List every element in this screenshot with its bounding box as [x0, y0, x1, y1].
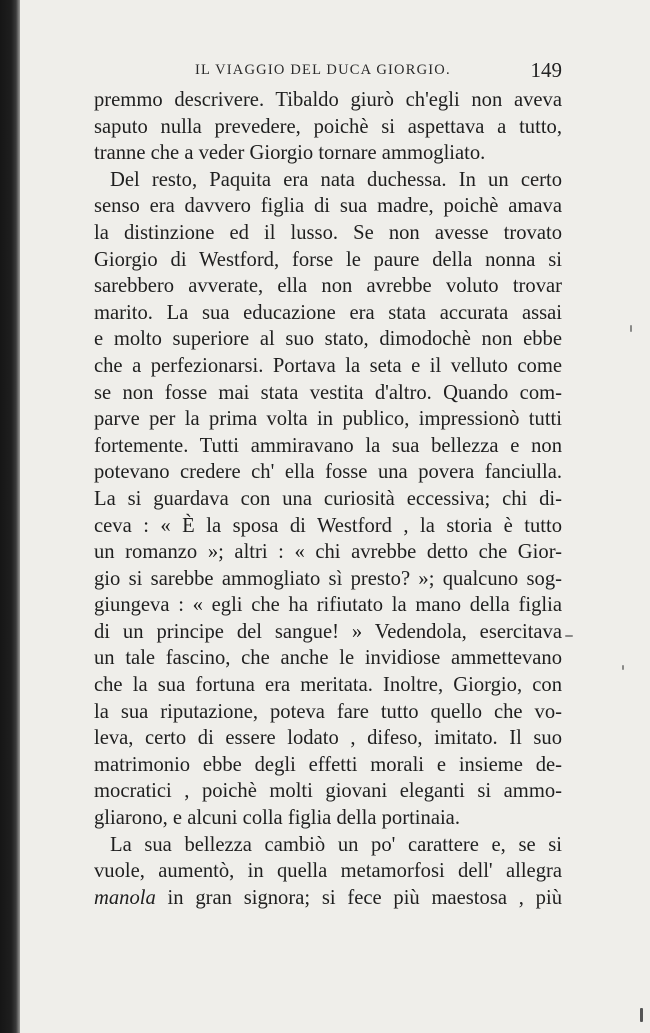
- text-line: se non fosse mai stata vestita d'altro. Quando com-: [94, 381, 562, 404]
- text-line: e molto superiore al suo stato, dimodochè non ebbe: [94, 328, 562, 351]
- paper-speck: [640, 1008, 643, 1022]
- book-page: [20, 0, 650, 1033]
- paper-speck: [630, 325, 632, 332]
- paragraph-first-line: Del resto, Paquita era nata duchessa. In un certo: [110, 168, 562, 191]
- text-line: premmo descrivere. Tibaldo giurò ch'egli non aveva: [94, 89, 562, 111]
- text-line: un tale fascino, che anche le invidiose ammettevano: [94, 647, 562, 670]
- text-line: gliarono, e alcuni colla figlia della portinaia.: [94, 807, 460, 830]
- text-line: saputo nulla prevedere, poichè si aspettava a tutto,: [94, 115, 562, 138]
- text-line: che la sua fortuna era meritata. Inoltre, Giorgio, con: [94, 674, 562, 697]
- text-line: La si guardava con una curiosità eccessiva; chi di-: [94, 487, 562, 510]
- text-line: la distinzione ed il lusso. Se non avesse trovato: [94, 221, 562, 244]
- text-line: la sua riputazione, poteva fare tutto quello che vo-: [94, 700, 562, 723]
- page-header: [195, 60, 565, 84]
- text-line-rest: in gran signora; si fece più maestosa , più: [155, 886, 562, 909]
- text-line: Giorgio di Westford, forse le paure della nonna si: [94, 248, 562, 271]
- text-line: di un principe del sangue! » Vedendola, esercitava: [94, 620, 562, 643]
- text-line: fortemente. Tutti ammiravano la sua bellezza e non: [94, 434, 562, 457]
- text-line: marito. La sua educazione era stata accurata assai: [94, 301, 562, 324]
- text-line: vuole, aumentò, in quella metamorfosi dell' allegra: [94, 860, 562, 883]
- italic-word: manola: [94, 886, 156, 909]
- running-title: IL VIAGGIO DEL DUCA GIORGIO.: [195, 62, 451, 78]
- text-line: parve per la prima volta in publico, impressionò tutti: [94, 408, 562, 431]
- page-number: 149: [530, 58, 562, 82]
- text-line: mocratici , poichè molti giovani eleganti si ammo-: [94, 780, 562, 803]
- text-line: giungeva : « egli che ha rifiutato la mano della figlia: [94, 594, 562, 617]
- paragraph-first-line: La sua bellezza cambiò un po' carattere e, se si: [110, 833, 562, 856]
- text-line: senso era davvero figlia di sua madre, poichè amava: [94, 195, 562, 218]
- text-line: un romanzo »; altri : « chi avrebbe detto che Gior-: [94, 541, 562, 564]
- paper-speck: [622, 665, 624, 670]
- text-line: potevano credere ch' ella fosse una povera fanciulla.: [94, 461, 562, 484]
- body-text: [94, 87, 562, 911]
- text-line: tranne che a veder Giorgio tornare ammogliato.: [94, 142, 486, 165]
- text-line: leva, certo di essere lodato , difeso, imitato. Il suo: [94, 727, 562, 750]
- text-line: [94, 885, 562, 912]
- text-line: gio si sarebbe ammogliato sì presto? »; qualcuno sog-: [94, 567, 562, 590]
- text-line: ceva : « È la sposa di Westford , la storia è tutto: [94, 514, 562, 537]
- text-line: matrimonio ebbe degli effetti morali e insieme de-: [94, 753, 562, 776]
- text-line: sarebbero avverate, ella non avrebbe voluto trovar: [94, 275, 562, 298]
- paper-speck: [565, 635, 573, 637]
- text-line: che a perfezionarsi. Portava la seta e il velluto come: [94, 354, 562, 377]
- book-spine-shadow: [0, 0, 20, 1033]
